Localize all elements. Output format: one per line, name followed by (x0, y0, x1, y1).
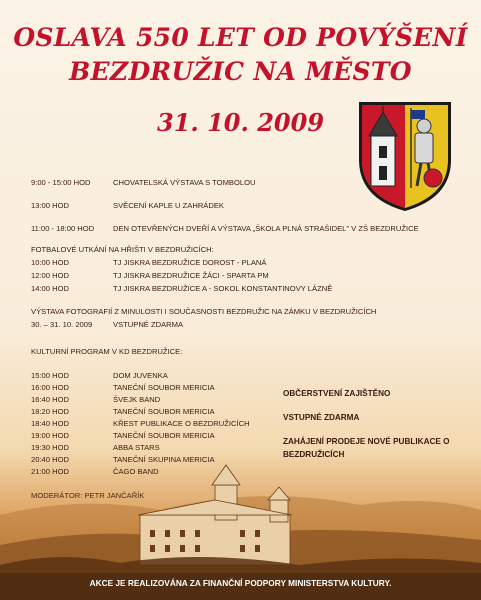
culture-1-text: DOM JUVENKA (113, 371, 168, 380)
culture-2-text: TANEČNÍ SOUBOR MERICIA (113, 383, 215, 392)
refreshments-note: OBČERSTVENÍ ZAJIŠTĚNO (283, 389, 391, 398)
culture-8-time: 20:40 HOD (31, 455, 69, 464)
photo-dates: 30. – 31. 10. 2009 (31, 320, 93, 329)
photo-heading: VÝSTAVA FOTOGRAFIÍ Z MINULOSTI I SOUČASNOSTI BEZDRUŽIC NA ZÁMKU V BEZDRUŽICÍCH (31, 307, 377, 316)
event-2-text: SVĚCENÍ KAPLE U ZAHRÁDEK (113, 201, 224, 210)
title-line-1: OSLAVA 550 LET OD POVÝŠENÍ (13, 23, 468, 52)
football-heading: FOTBALOVÉ UTKÁNÍ NA HŘIŠTI V BEZDRUŽICÍCH: (31, 245, 214, 254)
match-1-text: TJ JISKRA BEZDRUŽICE DOROST - PLANÁ (113, 258, 267, 267)
culture-5-text: KŘEST PUBLIKACE O BEZDRUŽICÍCH (113, 419, 250, 428)
match-1-time: 10:00 HOD (31, 258, 69, 267)
title-line-2: BEZDRUŽIC NA MĚSTO (69, 57, 412, 86)
coat-of-arms-icon (355, 98, 455, 214)
photo-entry: VSTUPNÉ ZDARMA (113, 320, 184, 329)
footer-sponsor-note: AKCE JE REALIZOVÁNA ZA FINANČNÍ PODPORY MINISTERSTVA KULTURY. (89, 578, 392, 588)
culture-7-text: ABBA STARS (113, 443, 160, 452)
culture-4-time: 18:20 HOD (31, 407, 69, 416)
culture-6-time: 19:00 HOD (31, 431, 69, 440)
culture-1-time: 15:00 HOD (31, 371, 69, 380)
event-1-text: CHOVATELSKÁ VÝSTAVA S TOMBOLOU (113, 178, 256, 187)
match-3-text: TJ JISKRA BEZDRUŽICE A - SOKOL KONSTANTINOVY LÁZNĚ (113, 284, 333, 293)
event-3-time: 11:00 - 18:00 HOD (31, 224, 95, 233)
culture-4-text: TANEČNÍ SOUBOR MERICIA (113, 407, 215, 416)
event-2-time: 13:00 HOD (31, 201, 69, 210)
match-2-time: 12:00 HOD (31, 271, 69, 280)
entry-note: VSTUPNÉ ZDARMA (283, 413, 360, 422)
culture-7-time: 19:30 HOD (31, 443, 69, 452)
culture-heading: KULTURNÍ PROGRAM V KD BEZDRUŽICE: (31, 347, 183, 356)
culture-5-time: 18:40 HOD (31, 419, 69, 428)
culture-3-time: 16:40 HOD (31, 395, 69, 404)
event-3-text: DEN OTEVŘENÝCH DVEŘÍ A VÝSTAVA „ŠKOLA PLNÁ STRAŠIDEL" V ZŠ BEZDRUŽICE (113, 224, 419, 233)
culture-9-time: 21:00 HOD (31, 467, 69, 476)
culture-2-time: 16:00 HOD (31, 383, 69, 392)
publication-note: ZAHÁJENÍ PRODEJE NOVÉ PUBLIKACE O BEZDRUŽICÍCH (283, 437, 450, 459)
event-date: 31. 10. 2009 (157, 108, 325, 137)
event-1-time: 9:00 - 15:00 HOD (31, 178, 91, 187)
match-3-time: 14:00 HOD (31, 284, 69, 293)
culture-3-text: ŠVEJK BAND (113, 395, 161, 404)
match-2-text: TJ JISKRA BEZDRUŽICE ŽÁCI - SPARTA PM (113, 271, 269, 280)
culture-8-text: TANEČNÍ SKUPINA MERICIA (113, 455, 215, 464)
culture-9-text: ČAGO BAND (113, 467, 159, 476)
moderator: MODERÁTOR: PETR JANČAŘÍK (31, 491, 145, 500)
culture-6-text: TANEČNÍ SOUBOR MERICIA (113, 431, 215, 440)
